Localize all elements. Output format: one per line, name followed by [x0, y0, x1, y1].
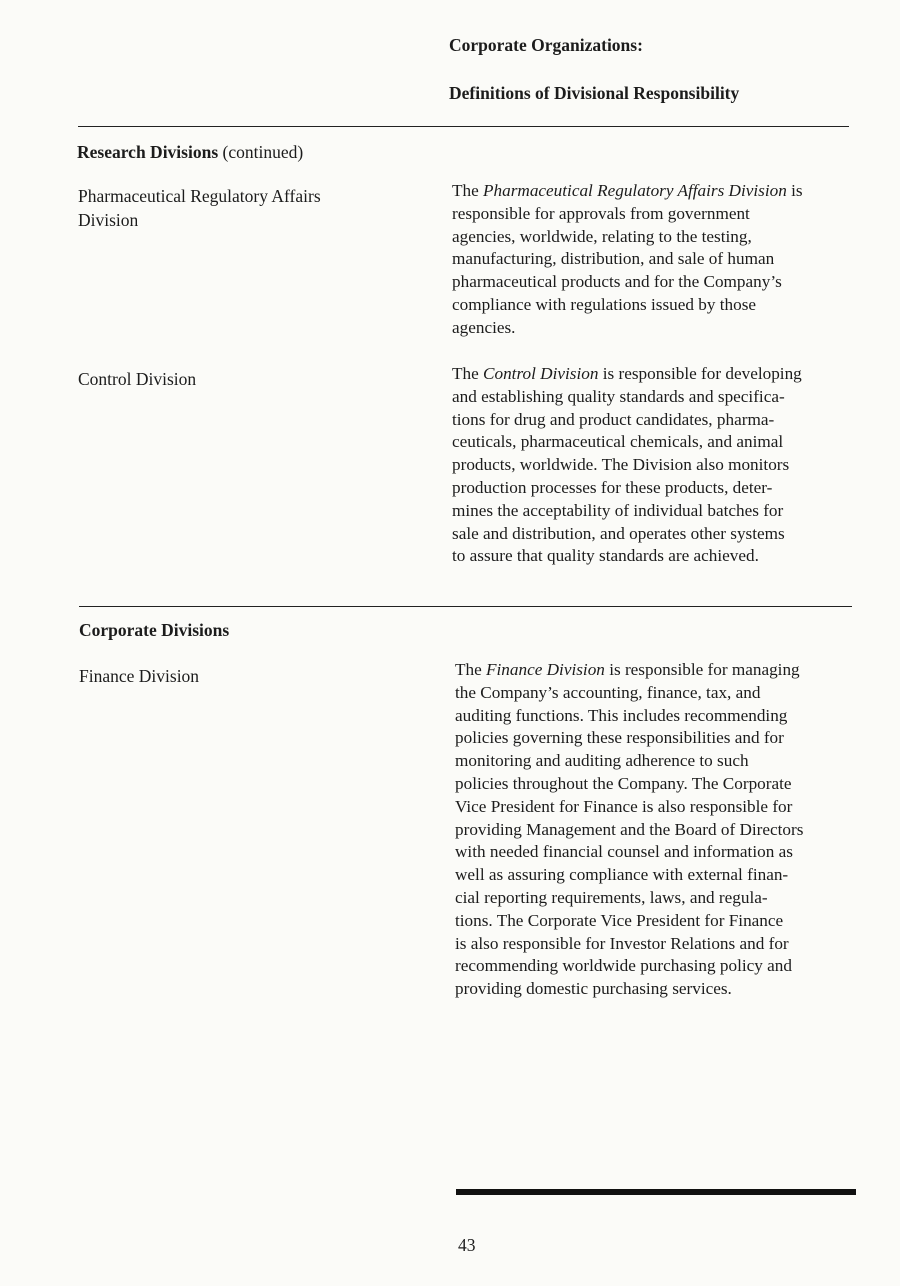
description-line: agencies.: [452, 317, 516, 337]
division-description-regulatory: [452, 180, 862, 340]
division-name: Finance Division: [486, 660, 605, 679]
division-label-finance: Finance Division: [79, 666, 200, 686]
description-line: The Pharmaceutical Regulatory Affairs Division is: [452, 181, 803, 200]
description-line: Vice President for Finance is also responsible for: [455, 796, 793, 816]
division-name: Pharmaceutical Regulatory Affairs Division: [483, 181, 787, 200]
description-line: auditing functions. This includes recommending: [455, 705, 788, 725]
division-description-finance: [455, 659, 865, 1001]
section-heading-research: [77, 141, 303, 163]
description-line: to assure that quality standards are achieved.: [452, 546, 759, 566]
section-divider: [79, 606, 852, 607]
page-title: Corporate Organizations:: [449, 35, 643, 55]
section-divider: [78, 126, 849, 127]
description-line: providing Management and the Board of Directors: [455, 819, 804, 839]
division-name: Control Division: [483, 364, 599, 383]
description-line: products, worldwide. The Division also monitors: [452, 455, 790, 475]
description-line: well as assuring compliance with external finan-: [455, 865, 789, 885]
page-subtitle: Definitions of Divisional Responsibility: [449, 83, 740, 103]
description-line: production processes for these products, deter-: [452, 477, 773, 497]
description-line: with needed financial counsel and information as: [455, 842, 793, 862]
description-line: tions. The Corporate Vice President for Finance: [455, 910, 784, 930]
division-description-control: [452, 363, 862, 568]
section-heading-bold: Corporate Divisions: [79, 620, 230, 640]
description-line: manufacturing, distribution, and sale of human: [452, 249, 775, 269]
description-line: sale and distribution, and operates other systems: [452, 523, 785, 543]
description-line: compliance with regulations issued by those: [452, 294, 757, 314]
footer-rule: [456, 1189, 856, 1195]
description-line: monitoring and auditing adherence to such: [455, 751, 749, 771]
section-heading-bold: Research Divisions: [77, 142, 219, 162]
description-line: and establishing quality standards and specifica-: [452, 386, 785, 406]
description-line: recommending worldwide purchasing policy and: [455, 956, 792, 976]
description-line: The Control Division is responsible for developing: [452, 364, 802, 383]
description-line: pharmaceutical products and for the Company’s: [452, 272, 782, 292]
description-line: responsible for approvals from government: [452, 203, 750, 223]
page-number: 43: [458, 1235, 476, 1255]
description-line: cial reporting requirements, laws, and regula-: [455, 887, 768, 907]
description-line: is also responsible for Investor Relations and for: [455, 933, 789, 953]
description-line: policies throughout the Company. The Corporate: [455, 773, 792, 793]
description-line: agencies, worldwide, relating to the testing,: [452, 226, 752, 246]
description-line: mines the acceptability of individual batches for: [452, 500, 784, 520]
division-label-control: Control Division: [78, 369, 197, 389]
division-label-regulatory: Pharmaceutical Regulatory Affairs Division: [78, 186, 321, 230]
description-line: providing domestic purchasing services.: [455, 979, 732, 999]
page-header: [449, 34, 739, 104]
description-line: the Company’s accounting, finance, tax, and: [455, 682, 761, 702]
description-line: policies governing these responsibilities and for: [455, 728, 784, 748]
section-heading-note: (continued): [222, 142, 304, 162]
description-line: ceuticals, pharmaceutical chemicals, and animal: [452, 432, 784, 452]
description-line: The Finance Division is responsible for managing: [455, 660, 800, 679]
section-heading-corporate: [79, 619, 229, 641]
description-line: tions for drug and product candidates, pharma-: [452, 409, 775, 429]
